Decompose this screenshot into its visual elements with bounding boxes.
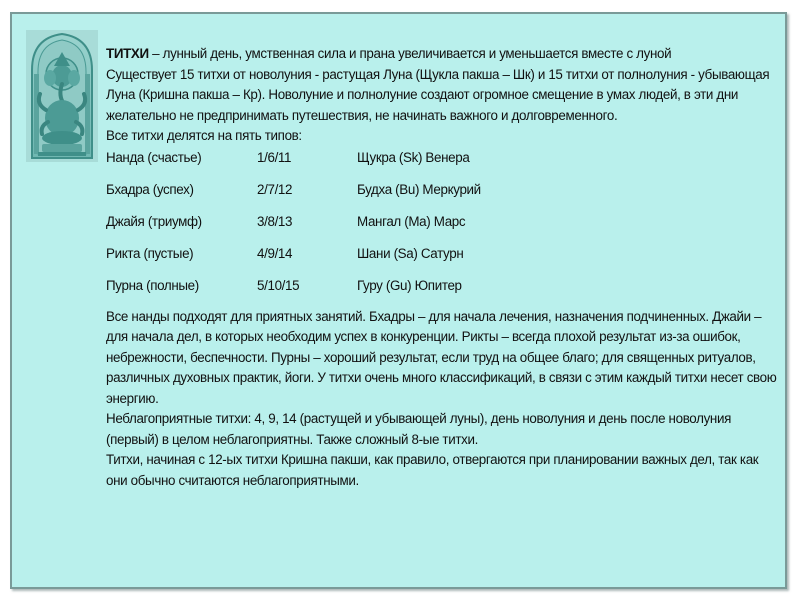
slide bbox=[10, 12, 787, 589]
tithi-numbers: 5/10/15 bbox=[257, 277, 300, 293]
tithi-numbers: 2/7/12 bbox=[257, 181, 293, 197]
slide-content bbox=[106, 44, 778, 491]
tithi-row-nanda bbox=[106, 147, 778, 168]
tithi-numbers: 4/9/14 bbox=[257, 245, 293, 261]
tithi-row-rikta bbox=[106, 243, 778, 264]
tithi-type-name: Пурна (полные) bbox=[106, 277, 199, 293]
tithi-types-table bbox=[106, 147, 778, 296]
usage-paragraph: Все нанды подходят для приятных занятий. Бхадры – для начала лечения, назначения подчиненных. Джайи – для начала дел, в которых необходим успех в конкуренции. Рикты – всегда плохой результат из-за ошибок, небрежности, беспечности. Пурны – хороший результат, если труд на общее благо; для священных ритуалов, различных духовных практик, йоги. У титхи очень много классификаций, в связи с этим каждый титхи несет свою энергию. bbox=[106, 308, 777, 406]
tithi-row-jaya bbox=[106, 211, 778, 232]
planning-paragraph: Титхи, начиная с 12-ых титхи Кришна пакши, как правило, отвергаются при планировании важных дел, так как они обычно считаются неблагоприятными. bbox=[106, 452, 759, 488]
tithi-numbers: 3/8/13 bbox=[257, 213, 293, 229]
ganesha-figure-icon bbox=[26, 30, 98, 162]
unfavorable-paragraph: Неблагоприятные титхи: 4, 9, 14 (растущей и убывающей луны), день новолуния и день после новолуния (первый) в целом неблагоприятны. Также сложный 8-ые титхи. bbox=[106, 411, 731, 447]
tithi-type-name: Бхадра (успех) bbox=[106, 181, 194, 197]
tithi-planet: Гуру (Gu) Юпитер bbox=[357, 277, 462, 293]
tithi-type-name: Джайя (триумф) bbox=[106, 213, 202, 229]
tithi-type-name: Нанда (счастье) bbox=[106, 149, 202, 165]
tithi-row-purna bbox=[106, 275, 778, 296]
tithi-type-name: Рикта (пустые) bbox=[106, 245, 194, 261]
heading-term: ТИТХИ bbox=[106, 46, 149, 61]
tithi-planet: Шани (Sa) Сатурн bbox=[357, 245, 464, 261]
intro-paragraph: Существует 15 титхи от новолуния - растущая Луна (Щукла пакша – Шк) и 15 титхи от полнолуния - убывающая Луна (Кришна пакша – Кр). Новолуние и полнолуние создают огромное смещение в умах людей, в эти дни желательно не предпринимать путешествия, не начинать важного и долговременного. bbox=[106, 66, 770, 123]
heading-paragraph bbox=[106, 44, 778, 65]
tithi-planet: Будха (Bu) Меркурий bbox=[357, 181, 481, 197]
tithi-planet: Щукра (Sk) Венера bbox=[357, 149, 470, 165]
tithi-row-bhadra bbox=[106, 179, 778, 200]
heading-definition: – лунный день, умственная сила и прана увеличивается и уменьшается вместе с луной bbox=[148, 46, 672, 61]
tithi-planet: Мангал (Ma) Марс bbox=[357, 213, 466, 229]
types-intro: Все титхи делятся на пять типов: bbox=[106, 128, 302, 143]
tithi-numbers: 1/6/11 bbox=[257, 149, 292, 165]
